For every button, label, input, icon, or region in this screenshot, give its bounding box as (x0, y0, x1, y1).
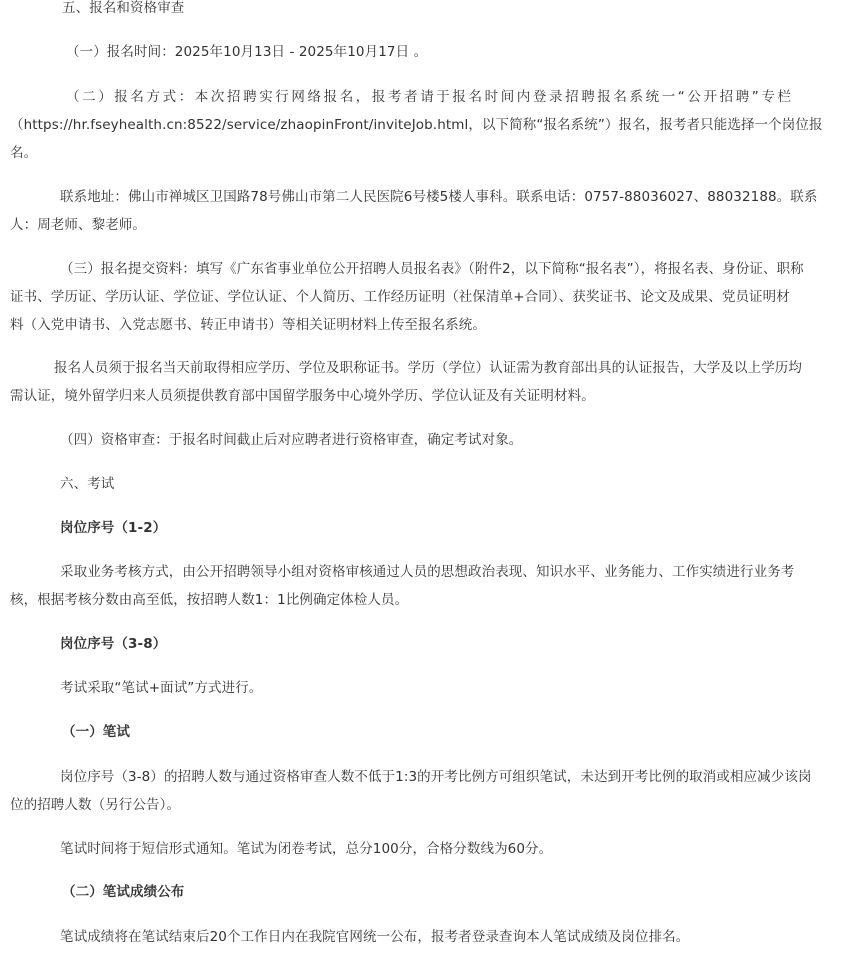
degree-requirement-line2: 需认证，境外留学归来人员须提供教育部中国留学服务中心境外学历、学位认证及有关证明材料。 (10, 388, 595, 404)
registration-method-line1: （二）报名方式：本次招聘实行网络报名，报考者请于报名时间内登录招聘报名系统一“公开招聘”专栏 (66, 89, 794, 105)
written-results-text: 笔试成绩将在笔试结束后20个工作日内在我院官网统一公布，报考者登录查询本人笔试成绩及岗位排名。 (60, 929, 690, 945)
materials-line1: （三）报名提交资料：填写《广东省事业单位公开招聘人员报名表》（附件2，以下简称“报名表”），将报名表、身份证、职称 (60, 261, 804, 277)
contact-line1: 联系地址：佛山市禅城区卫国路78号佛山市第二人民医院6号楼5楼人事科。联系电话：0757-88036027、88032188。联系 (60, 189, 818, 205)
registration-method-line2 (10, 115, 823, 135)
contact-line2: 人：周老师、黎老师。 (10, 217, 146, 233)
registration-method-prefix: （ (10, 117, 24, 133)
degree-requirement-line1: 报名人员须于报名当天前取得相应学历、学位及职称证书。学历（学位）认证需为教育部出具的认证报告，大学及以上学历均 (54, 360, 802, 376)
section5-heading: 五、报名和资格审查 (62, 0, 185, 16)
registration-system-link[interactable]: https://hr.fseyhealth.cn:8522/service/zhaopinFront/inviteJob.html (23, 117, 469, 133)
post-1-2-line1: 采取业务考核方式，由公开招聘领导小组对资格审核通过人员的思想政治表现、知识水平、业务能力、工作实绩进行业务考 (60, 564, 795, 580)
materials-line3: 料（入党申请书、入党志愿书、转正申请书）等相关证明材料上传至报名系统。 (10, 317, 486, 333)
post-3-8-title: 岗位序号（3-8） (60, 636, 167, 652)
registration-method-suffix: ，以下简称“报名系统”）报名，报考者只能选择一个岗位报 (468, 117, 823, 133)
written-exam-title: （一）笔试 (62, 724, 130, 740)
section6-heading: 六、考试 (60, 476, 115, 492)
qualification-review: （四）资格审查：于报名时间截止后对应聘者进行资格审查，确定考试对象。 (60, 432, 523, 448)
written-exam-line1: 岗位序号（3-8）的招聘人数与通过资格审查人数不低于1:3的开考比例方可组织笔试，未达到开考比例的取消或相应减少该岗 (60, 769, 812, 785)
written-exam-line2: 位的招聘人数（另行公告）。 (10, 797, 181, 813)
registration-method-line3: 名。 (10, 145, 38, 161)
post-1-2-title: 岗位序号（1-2） (60, 520, 167, 536)
post-3-8-intro: 考试采取“笔试+面试”方式进行。 (60, 680, 263, 696)
written-results-title: （二）笔试成绩公布 (62, 884, 185, 900)
materials-line2: 证书、学历证、学历认证、学位证、学位认证、个人简历、工作经历证明（社保清单+合同）、获奖证书、论文及成果、党员证明材 (10, 289, 790, 305)
registration-time: （一）报名时间：2025年10月13日 - 2025年10月17日 。 (66, 44, 428, 60)
post-1-2-line2: 核，根据考核分数由高至低，按招聘人数1：1比例确定体检人员。 (10, 592, 409, 608)
written-exam-time: 笔试时间将于短信形式通知。笔试为闭卷考试，总分100分，合格分数线为60分。 (60, 841, 553, 857)
